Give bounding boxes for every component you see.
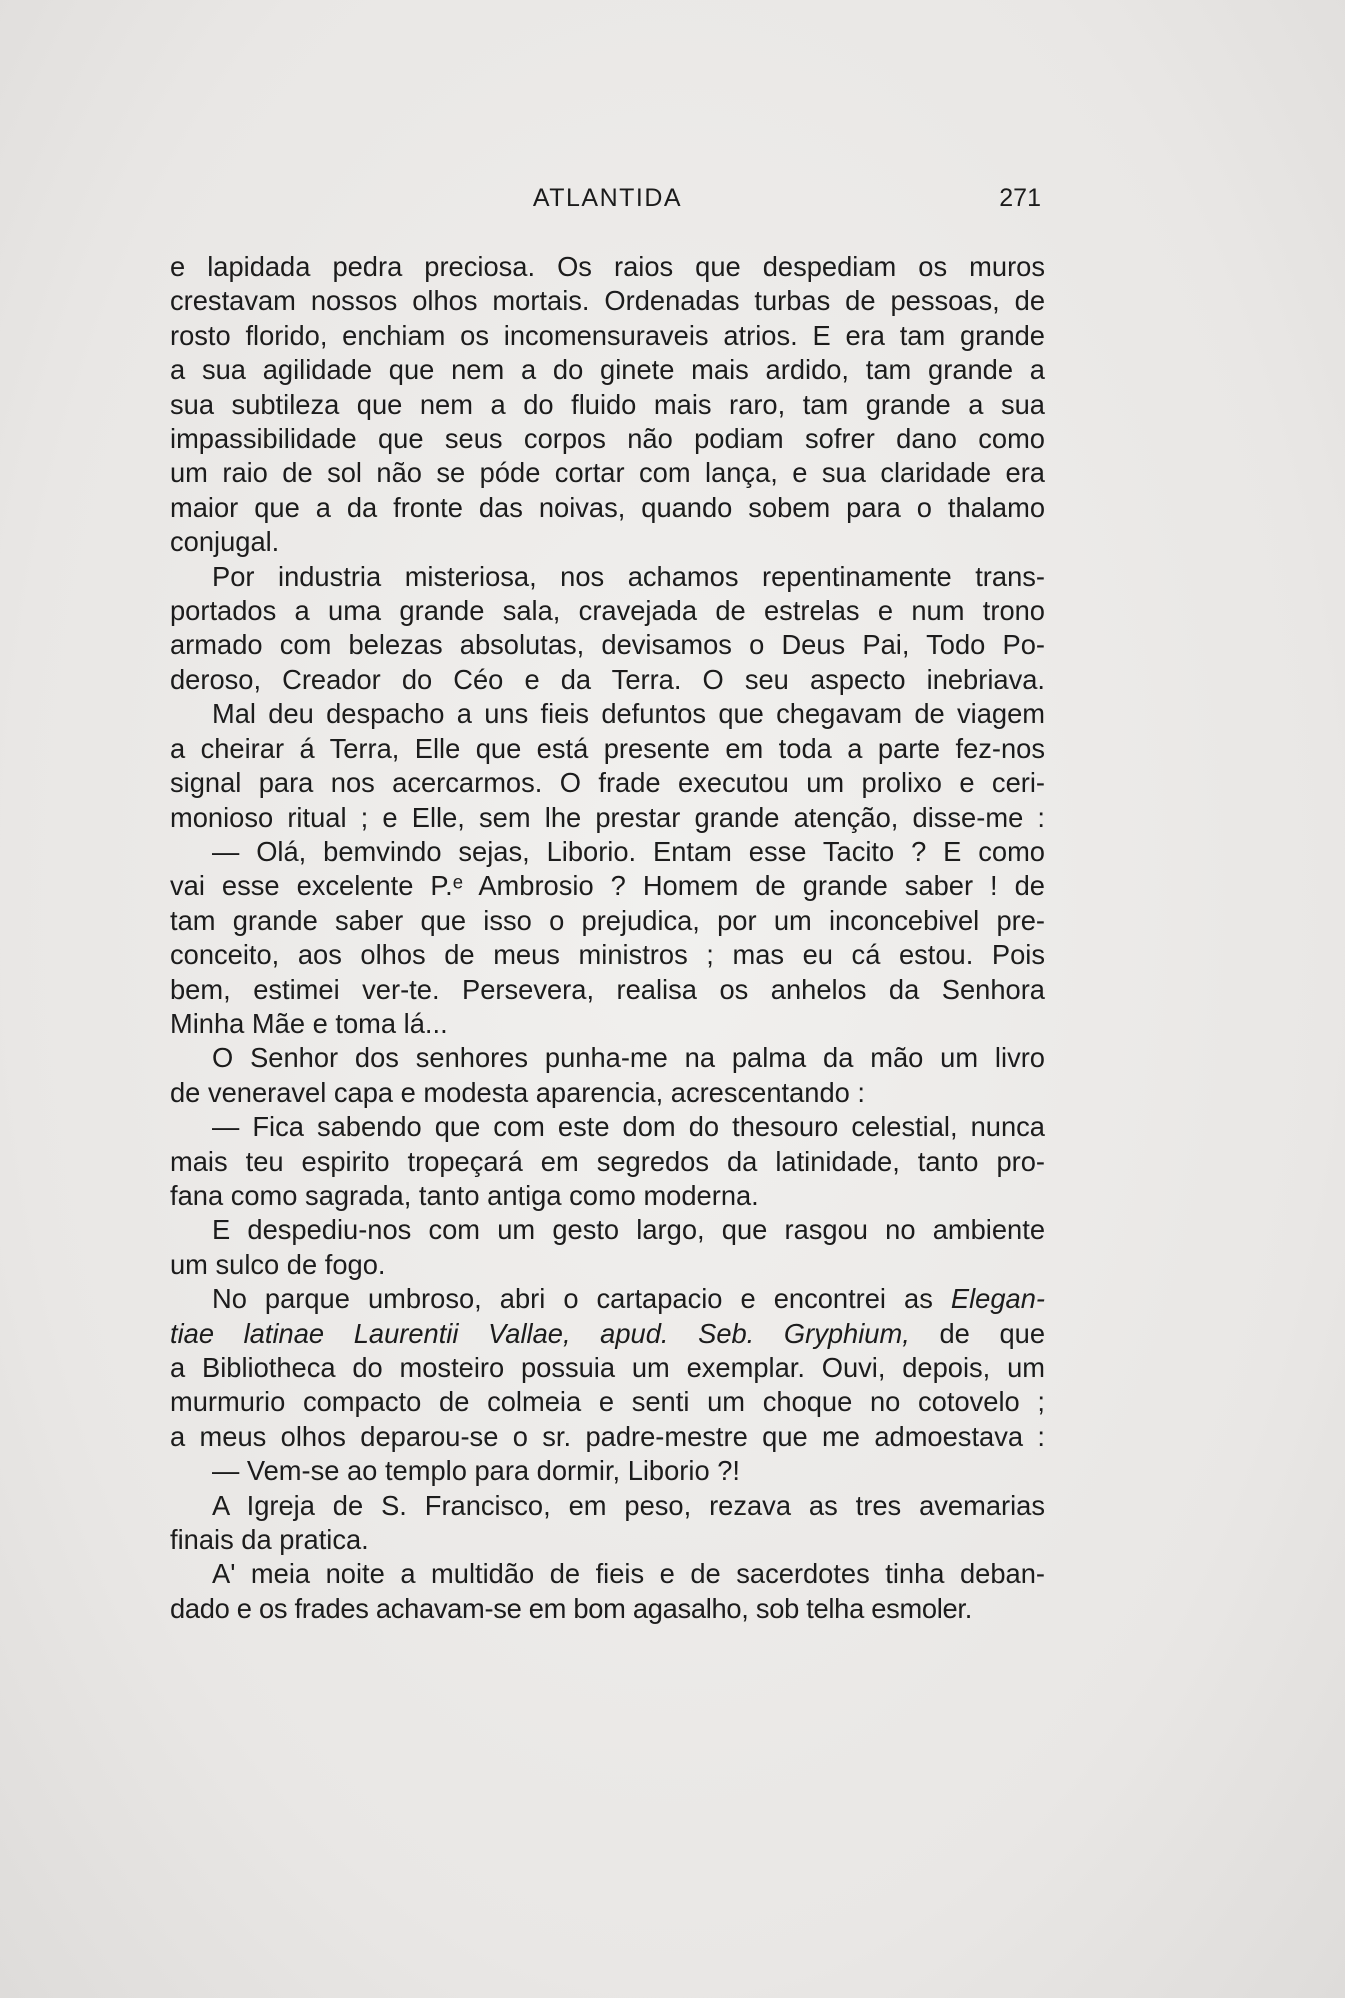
text-line: a Bibliotheca do mosteiro possuia um exemplar. Ouvi, depois, um	[170, 1352, 1045, 1383]
text-line: rosto florido, enchiam os incomensuraveis atrios. E era tam grande	[170, 319, 1045, 351]
text-line: de veneravel capa e modesta aparencia, acrescentando :	[170, 1076, 866, 1108]
dialog-line: — Fica sabendo que com este dom do thesouro celestial, nunca	[212, 1111, 1045, 1143]
book-title-italic: tiae latinae Laurentii Vallae, apud. Seb. Gryphium,	[170, 1317, 910, 1349]
text-line: crestavam nossos olhos mortais. Ordenadas turbas de pessoas, de	[170, 285, 1045, 317]
running-title: ATLANTIDA	[532, 184, 683, 212]
text-line: A Igreja de S. Francisco, em peso, rezava as tres avemarias	[212, 1489, 1045, 1521]
page-header	[170, 184, 1045, 224]
text-line: mais teu espirito tropeçará em segredos da latinidade, tanto pro-	[170, 1145, 1045, 1177]
text-line: um sulco de fogo.	[170, 1248, 386, 1280]
text-line: dado e os frades achavam-se em bom agasalho, sob telha esmoler.	[170, 1592, 972, 1624]
book-title-italic: Elegan-	[950, 1283, 1045, 1315]
text-line: murmurio compacto de colmeia e senti um choque no cotovelo ;	[170, 1386, 1045, 1418]
text-line: E despediu-nos com um gesto largo, que rasgou no ambiente	[212, 1214, 1045, 1246]
text-line: conjugal.	[170, 526, 280, 558]
text-line: O Senhor dos senhores punha-me na palma da mão um livro	[212, 1042, 1045, 1074]
text-line: Por industria misteriosa, nos achamos repentinamente trans-	[212, 560, 1045, 592]
text-line: sua subtileza que nem a do fluido mais raro, tam grande a sua	[170, 388, 1045, 420]
body-text	[170, 250, 1045, 1626]
text-line: vai esse excelente P.ᵉ Ambrosio ? Homem de grande saber ! de	[170, 870, 1045, 902]
text-line	[170, 1317, 1045, 1351]
text-line: um raio de sol não se póde cortar com lança, e sua claridade era	[170, 457, 1045, 489]
text-line: tam grande saber que isso o prejudica, por um inconcebivel pre-	[170, 904, 1045, 936]
text-line: a meus olhos deparou-se o sr. padre-mestre que me admoestava :	[170, 1420, 1045, 1452]
dialog-line: — Vem-se ao templo para dormir, Liborio ?!	[212, 1455, 740, 1487]
text-line: armado com belezas absolutas, devisamos o Deus Pai, Todo Po-	[170, 629, 1045, 661]
text-line: a sua agilidade que nem a do ginete mais ardido, tam grande a	[170, 354, 1045, 386]
dialog-line: — Olá, bemvindo sejas, Liborio. Entam esse Tacito ? E como	[212, 835, 1045, 867]
text-line: signal para nos acercarmos. O frade executou um prolixo e ceri-	[170, 767, 1045, 799]
text-line: finais da pratica.	[170, 1524, 369, 1556]
page-number: 271	[999, 184, 1041, 212]
text-line	[170, 1282, 1045, 1316]
text-segment: de que	[909, 1317, 1045, 1349]
text-line: monioso ritual ; e Elle, sem lhe prestar grande atenção, disse-me :	[170, 801, 1045, 833]
text-line: conceito, aos olhos de meus ministros ; mas eu cá estou. Pois	[170, 939, 1045, 971]
text-line: Mal deu despacho a uns fieis defuntos que chegavam de viagem	[212, 698, 1045, 730]
text-line: impassibilidade que seus corpos não podiam sofrer dano como	[170, 423, 1045, 455]
text-line: maior que a da fronte das noivas, quando sobem para o thalamo	[170, 491, 1045, 523]
text-line: A' meia noite a multidão de fieis e de sacerdotes tinha deban-	[212, 1558, 1045, 1590]
text-line: bem, estimei ver-te. Persevera, realisa os anhelos da Senhora	[170, 973, 1045, 1005]
text-segment: No parque umbroso, abri o cartapacio e encontrei as	[212, 1283, 951, 1315]
text-line: deroso, Creador do Céo e da Terra. O seu aspecto inebriava.	[170, 663, 1045, 695]
text-line: portados a uma grande sala, cravejada de estrelas e num trono	[170, 595, 1045, 627]
text-line: fana como sagrada, tanto antiga como moderna.	[170, 1179, 759, 1211]
text-line: Minha Mãe e toma lá...	[170, 1007, 448, 1039]
text-line: e lapidada pedra preciosa. Os raios que despediam os muros	[170, 251, 1045, 282]
text-line: a cheirar á Terra, Elle que está presente em toda a parte fez-nos	[170, 732, 1045, 764]
